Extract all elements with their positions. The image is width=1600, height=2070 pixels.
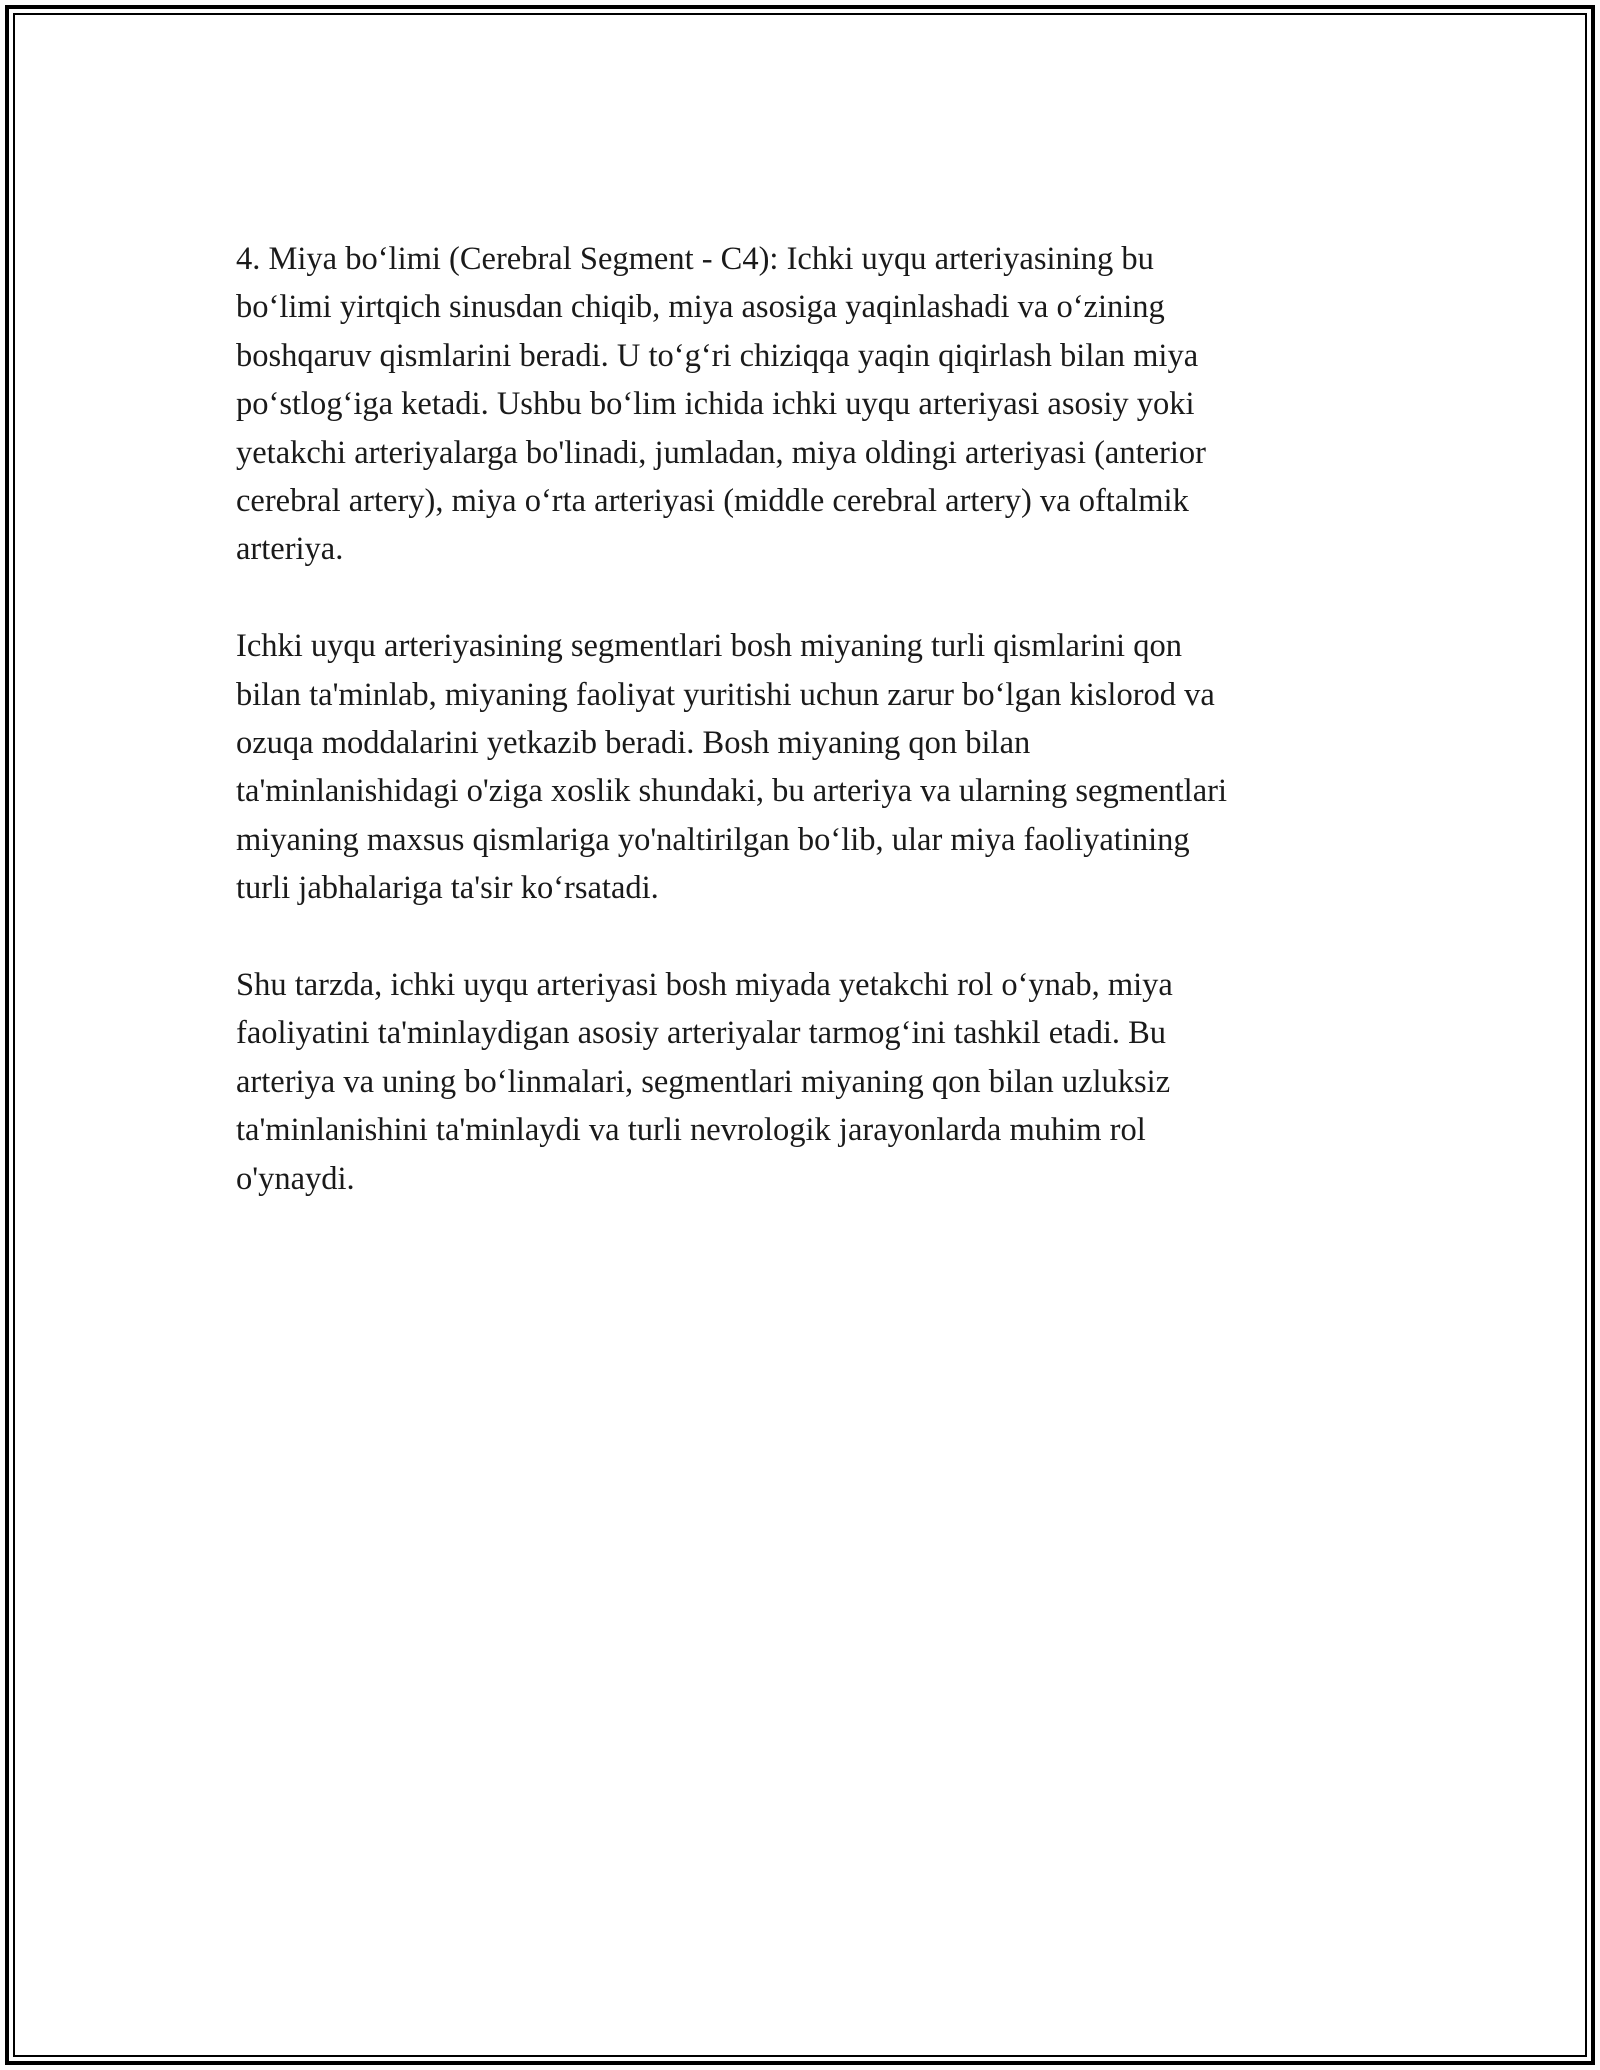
text-line: arteriya va uning bo‘linmalari, segmentlari miyaning qon bilan uzluksiz	[236, 1063, 1171, 1100]
text-line: turli jabhalariga ta'sir ko‘rsatadi.	[236, 870, 659, 907]
text-line: ta'minlanishidagi o'ziga xoslik shundaki, bu arteriya va ularning segmentlari	[236, 773, 1227, 810]
text-line: arteriya.	[236, 531, 344, 568]
text-line: cerebral artery), miya o‘rta arteriyasi (middle cerebral artery) va oftalmik	[236, 483, 1189, 520]
text-line: po‘stlog‘iga ketadi. Ushbu bo‘lim ichida ichki uyqu arteriyasi asosiy yoki	[236, 386, 1195, 423]
text-line: bo‘limi yirtqich sinusdan chiqib, miya asosiga yaqinlashadi va o‘zining	[236, 289, 1165, 326]
text-line: faoliyatini ta'minlaydigan asosiy arteriyalar tarmog‘ini tashkil etadi. Bu	[236, 1015, 1167, 1052]
text-line: yetakchi arteriyalarga bo'linadi, jumladan, miya oldingi arteriyasi (anterior	[236, 434, 1206, 471]
paragraph-conclusion	[236, 961, 1366, 1203]
text-line: boshqaruv qismlarini beradi. U to‘g‘ri chiziqqa yaqin qiqirlash bilan miya	[236, 337, 1199, 374]
text-line: Shu tarzda, ichki uyqu arteriyasi bosh miyada yetakchi rol o‘ynab, miya	[236, 967, 1173, 1004]
paragraph-cerebral-segment	[236, 235, 1366, 574]
text-line: ozuqa moddalarini yetkazib beradi. Bosh miyaning qon bilan	[236, 725, 1031, 762]
paragraph-segments-supply	[236, 622, 1366, 912]
text-line: miyaning maxsus qismlariga yo'naltirilgan bo‘lib, ular miya faoliyatining	[236, 821, 1190, 858]
text-line: o'ynaydi.	[236, 1160, 355, 1197]
text-line: 4. Miya bo‘limi (Cerebral Segment - C4): Ichki uyqu arteriyasining bu	[236, 241, 1154, 277]
text-line: Ichki uyqu arteriyasining segmentlari bosh miyaning turli qismlarini qon	[236, 628, 1182, 665]
text-line: ta'minlanishini ta'minlaydi va turli nevrologik jarayonlarda muhim rol	[236, 1112, 1146, 1149]
text-line: bilan ta'minlab, miyaning faoliyat yuritishi uchun zarur bo‘lgan kislorod va	[236, 676, 1215, 713]
document-body	[236, 235, 1366, 1251]
